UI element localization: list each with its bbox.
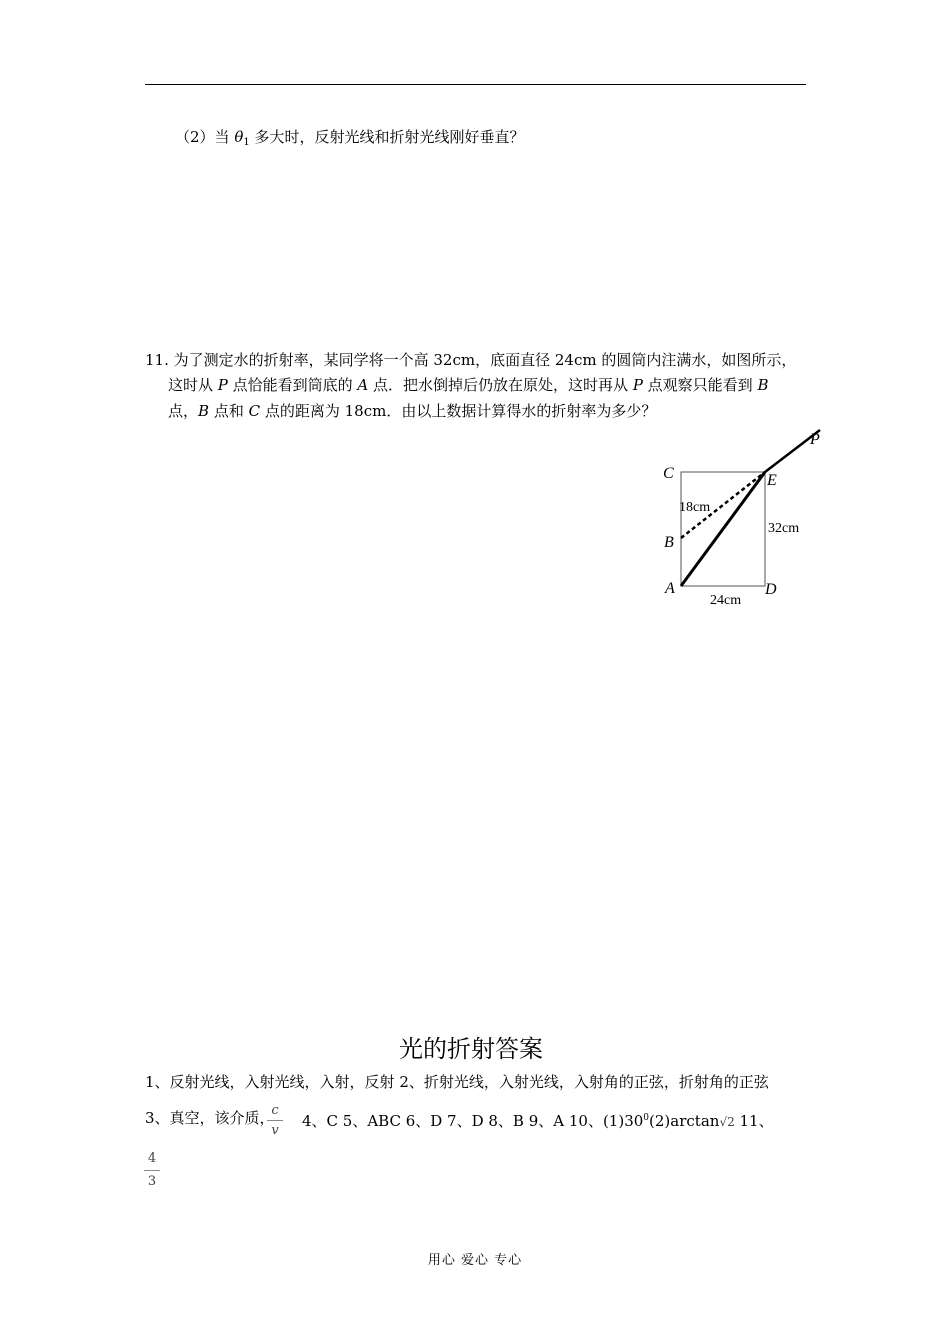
- question-10-part-2: [175, 125, 525, 152]
- label-point-c: C: [663, 465, 674, 482]
- label-point-e: E: [767, 472, 777, 489]
- fraction-c-over-v-bar: [267, 1120, 283, 1121]
- page-footer: 用心 爱心 专心: [427, 1253, 523, 1268]
- answers-line-2-rest: 4、C 5、ABC 6、D 7、D 8、B 9、A 10、$(1)30^0(2)\arctan√2$ 11、: [302, 1112, 774, 1130]
- label-bc-distance: 18cm: [679, 500, 711, 515]
- label-width: 24cm: [710, 593, 742, 608]
- cylinder-refraction-figure: [655, 420, 840, 610]
- fraction-4-over-3-bar: [144, 1170, 160, 1171]
- sqrt-two: √2: [719, 1115, 735, 1129]
- fraction-4-over-3-numerator: 4: [147, 1151, 157, 1166]
- label-point-p: P: [810, 431, 820, 448]
- q10-prefix: （2）当: [175, 128, 235, 146]
- q10-suffix: 多大时，反射光线和折射光线刚好垂直？: [249, 128, 525, 146]
- fraction-4-over-3-denominator: 3: [147, 1174, 157, 1189]
- answers-line-1: 1、反射光线，入射光线，入射，反射 2、折射光线，入射光线，入射角的正弦，折射角的正弦: [145, 1073, 769, 1091]
- header-rule: [145, 84, 806, 85]
- fraction-c-over-v-numerator: c: [271, 1103, 279, 1118]
- label-point-a: A: [665, 580, 675, 597]
- label-point-b: B: [664, 534, 674, 551]
- label-point-d: D: [765, 581, 777, 598]
- degree-superscript: 0: [643, 1113, 650, 1123]
- answers-title: 光的折射答案: [399, 1035, 543, 1063]
- question-11-line-1: 11. 为了测定水的折射率，某同学将一个高 32cm，底面直径 24cm 的圆筒内注满水，如图所示，: [145, 351, 797, 369]
- fraction-c-over-v-denominator: v: [271, 1123, 279, 1138]
- question-11-line-3: 点，B 点和 C 点的距离为 18cm．由以上数据计算得水的折射率为多少？: [168, 402, 657, 420]
- theta-symbol: θ: [234, 128, 244, 146]
- label-height: 32cm: [768, 521, 800, 536]
- question-11-line-2: 这时从 P 点恰能看到筒底的 A 点．把水倒掉后仍放在原处，这时再从 P 点观察只能看到 B: [168, 376, 769, 394]
- theta-subscript: 1: [243, 137, 250, 148]
- answers-line-2-start: 3、真空，该介质，: [145, 1109, 275, 1127]
